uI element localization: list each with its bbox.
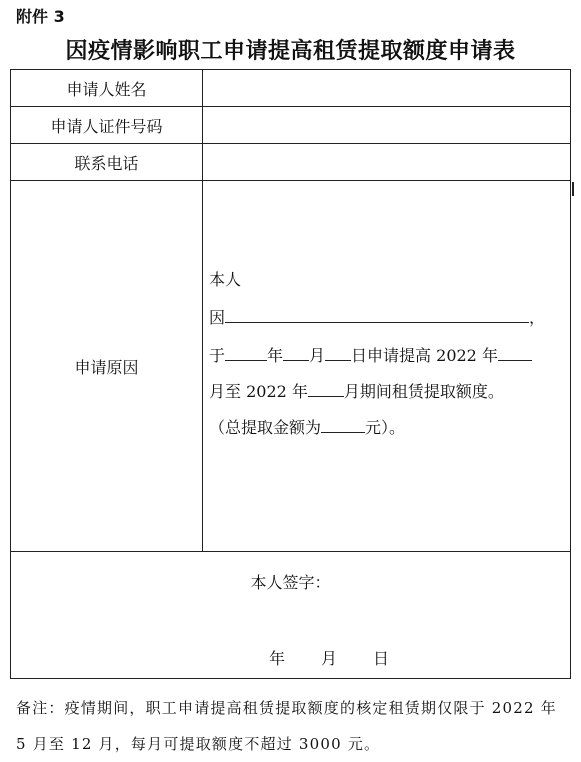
total-suffix-text: 元）。: [365, 418, 406, 437]
reason-cell: [203, 181, 571, 552]
date-prefix-text: 于: [209, 346, 226, 365]
period-start-month-blank[interactable]: [498, 345, 532, 361]
period-suffix-text: 月期间租赁提取额度。: [343, 382, 504, 401]
reason-comma: ，: [529, 308, 546, 327]
start-year-blank[interactable]: [225, 345, 267, 361]
reason-row: [11, 181, 571, 552]
signature-month-label: 月: [321, 649, 338, 668]
total-prefix-text: （总提取金额为: [209, 418, 322, 437]
signature-date: [269, 646, 389, 669]
signature-row: [11, 552, 571, 679]
reason-line-1: 本人: [209, 270, 242, 289]
phone-label: 联系电话: [11, 144, 203, 181]
id-number-label: 申请人证件号码: [11, 107, 203, 144]
applicant-name-field[interactable]: [203, 70, 571, 107]
signature-label: 本人签字：: [250, 573, 331, 592]
period-text: 月至 2022 年: [209, 382, 308, 401]
apply-text: 日申请提高 2022 年: [351, 346, 498, 365]
reason-line-2: [209, 305, 545, 328]
applicant-name-label: 申请人姓名: [11, 70, 203, 107]
application-form-table: [10, 69, 571, 679]
reason-line-5: [209, 415, 405, 438]
signature-year-label: 年: [269, 649, 286, 668]
total-amount-blank[interactable]: [321, 417, 365, 433]
phone-field[interactable]: [203, 144, 571, 181]
form-title: 因疫情影响职工申请提高租赁提取额度申请表: [65, 39, 516, 64]
reason-line-3: [209, 343, 532, 366]
id-number-field[interactable]: [203, 107, 571, 144]
text-cursor: [572, 182, 574, 196]
period-end-month-blank[interactable]: [308, 381, 344, 397]
applicant-name-row: [11, 70, 571, 107]
signature-day-label: 日: [373, 649, 390, 668]
reason-blank[interactable]: [225, 307, 529, 323]
attachment-label: 附件 3: [16, 7, 65, 26]
start-month-blank[interactable]: [283, 345, 309, 361]
month-text: 月: [309, 346, 326, 365]
id-number-row: [11, 107, 571, 144]
reason-line-4: [209, 379, 504, 402]
phone-row: [11, 144, 571, 181]
footnote: 备注：疫情期间，职工申请提高租赁提取额度的核定租赁期仅限于 2022 年 5 月至 12 月，每月可提取额度不超过 3000 元。: [16, 699, 557, 753]
reason-because-text: 因: [209, 308, 226, 327]
start-day-blank[interactable]: [325, 345, 351, 361]
year-text: 年: [267, 346, 284, 365]
signature-cell[interactable]: [11, 552, 571, 679]
reason-label: 申请原因: [11, 181, 203, 552]
